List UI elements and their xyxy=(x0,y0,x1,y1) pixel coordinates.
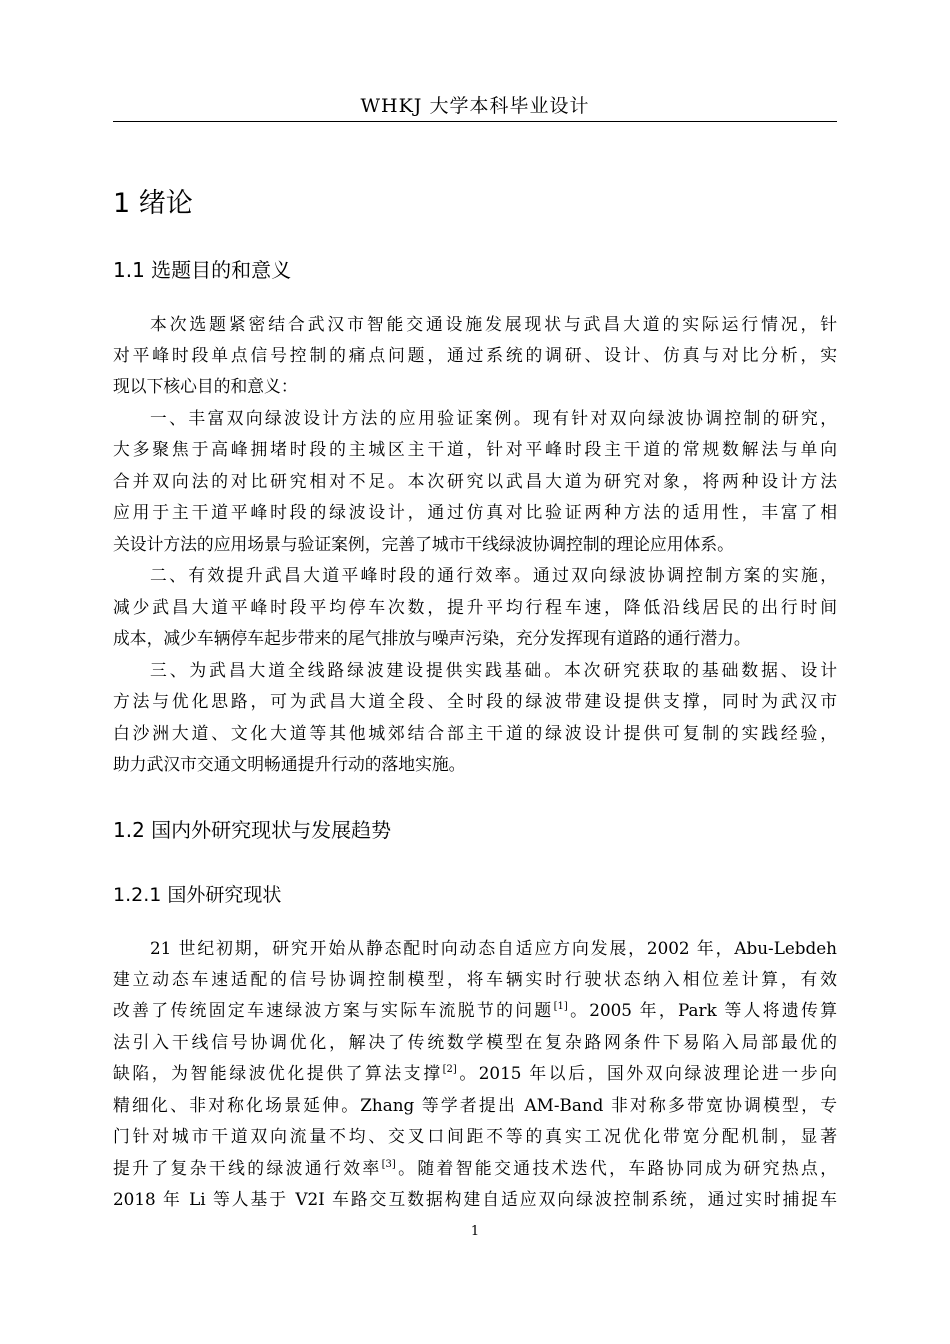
paragraph-line: 白沙洲大道、文化大道等其他城郊结合部主干道的绿波设计提供可复制的实践经验， xyxy=(113,723,837,743)
paragraph-line: 合并双向法的对比研究相对不足。本次研究以武昌大道为研究对象，将两种设计方法 xyxy=(113,471,837,491)
subsection-title-1-2-1: 1.2.1 国外研究现状 xyxy=(113,884,282,906)
section-title-1-2: 1.2 国内外研究现状与发展趋势 xyxy=(113,818,392,842)
citation-ref: [1] xyxy=(553,1001,568,1012)
paragraph-line: 21 世纪初期，研究开始从静态配时向动态自适应方向发展，2002 年，Abu-Lebdeh xyxy=(150,938,837,958)
paragraph-line: 大多聚焦于高峰拥堵时段的主城区主干道，针对平峰时段主干道的常规数解法与单向 xyxy=(113,439,837,459)
paragraph-line: 应用于主干道平峰时段的绿波设计，通过仿真对比验证两种方法的适用性，丰富了相 xyxy=(113,502,837,522)
paragraph-line: 三、为武昌大道全线路绿波建设提供实践基础。本次研究获取的基础数据、设计 xyxy=(150,660,837,680)
chapter-title: 1 绪论 xyxy=(113,188,193,219)
header-rule xyxy=(113,121,837,122)
paragraph-line: 减少武昌大道平峰时段平均停车次数，提升平均行程车速，降低沿线居民的出行时间 xyxy=(113,597,837,617)
paragraph-line: 建立动态车速适配的信号协调控制模型，将车辆实时行驶状态纳入相位差计算，有效 xyxy=(113,969,837,989)
paragraph-line: 提升了复杂干线的绿波通行效率[3]。随着智能交通技术迭代，车路协同成为研究热点， xyxy=(113,1158,837,1178)
paragraph-line: 关设计方法的应用场景与验证案例，完善了城市干线绿波协调控制的理论应用体系。 xyxy=(113,534,734,554)
paragraph-line: 一、丰富双向绿波设计方法的应用验证案例。现有针对双向绿波协调控制的研究， xyxy=(150,408,837,428)
paragraph-line: 二、有效提升武昌大道平峰时段的通行效率。通过双向绿波协调控制方案的实施， xyxy=(150,565,837,585)
paragraph-line: 对平峰时段单点信号控制的痛点问题，通过系统的调研、设计、仿真与对比分析，实 xyxy=(113,345,837,365)
paragraph-line: 方法与优化思路，可为武昌大道全段、全时段的绿波带建设提供支撑，同时为武汉市 xyxy=(113,691,837,711)
paragraph-line: 缺陷，为智能绿波优化提供了算法支撑[2]。2015 年以后，国外双向绿波理论进一步向 xyxy=(113,1063,837,1083)
paragraph-line: 本次选题紧密结合武汉市智能交通设施发展现状与武昌大道的实际运行情况，针 xyxy=(150,314,837,334)
paragraph-line: 改善了传统固定车速绿波方案与实际车流脱节的问题[1]。2005 年，Park 等人将遗传算 xyxy=(113,1000,837,1020)
running-header: WHKJ 大学本科毕业设计 xyxy=(360,95,590,117)
paragraph-line: 成本，减少车辆停车起步带来的尾气排放与噪声污染，充分发挥现有道路的通行潜力。 xyxy=(113,628,751,648)
section-title-1-1: 1.1 选题目的和意义 xyxy=(113,258,292,282)
citation-ref: [3] xyxy=(381,1159,396,1170)
page-number: 1 xyxy=(470,1224,480,1239)
citation-ref: [2] xyxy=(442,1064,457,1075)
paragraph-line: 法引入干线信号协调优化，解决了传统数学模型在复杂路网条件下易陷入局部最优的 xyxy=(113,1032,837,1052)
paragraph-line: 精细化、非对称化场景延伸。Zhang 等学者提出 AM-Band 非对称多带宽协调模型，专 xyxy=(113,1095,837,1115)
paragraph-line: 助力武汉市交通文明畅通提升行动的落地实施。 xyxy=(113,754,466,774)
paragraph-line: 2018 年 Li 等人基于 V2I 车路交互数据构建自适应双向绿波控制系统，通过实时捕捉车 xyxy=(113,1189,837,1209)
paragraph-line: 门针对城市干道双向流量不均、交叉口间距不等的真实工况优化带宽分配机制，显著 xyxy=(113,1126,837,1146)
paragraph-line: 现以下核心目的和意义： xyxy=(113,376,298,396)
